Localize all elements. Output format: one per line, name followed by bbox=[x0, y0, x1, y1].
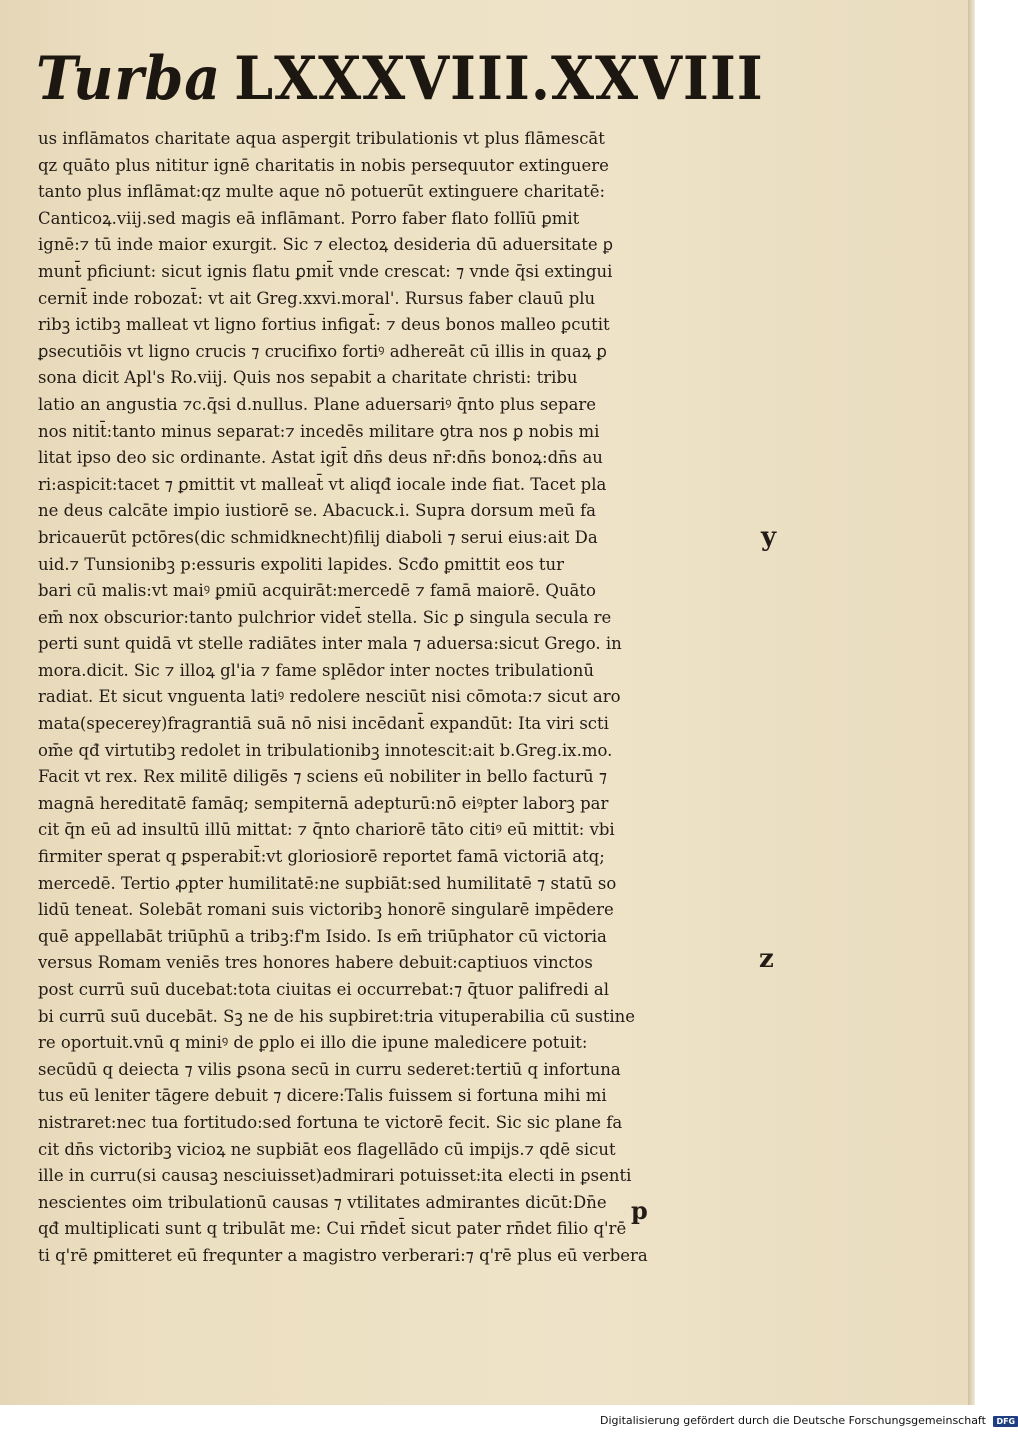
text-line: Canticoꝝ.viij.sed magis eā inflāmant. Porro faber flato follīū ꝑmit bbox=[38, 208, 580, 228]
text-block bbox=[38, 126, 773, 1270]
text-line: secūdū q deiecta ⁊ vilis ꝑsona secū in curru sederet:tertiū q infortuna bbox=[38, 1059, 621, 1079]
text-line: mora.dicit. Sic ⁊ illoꝝ gl'ia ⁊ fame splēdor inter noctes tribulationū bbox=[38, 660, 594, 680]
text-line: sona dicit Apl's Ro.viij. Quis nos sepabit a charitate christi: tribu bbox=[38, 368, 578, 388]
text-line: munt̄ pficiunt: sicut ignis flatu ꝑmit̄ vnde crescat: ⁊ vnde q̄si extingui bbox=[38, 261, 613, 281]
text-line: nistraret:nec tua fortitudo:sed fortuna te victorē fecit. Sic sic plane fa bbox=[38, 1112, 623, 1132]
text-line: ribꝫ ictibꝫ malleat vt ligno fortius infigat̄: ⁊ deus bonos malleo ꝑcutit bbox=[38, 315, 610, 335]
text-line: re oportuit.vnū q miniꝰ de ꝑplo ei illo die ipune maledicere potuit: bbox=[38, 1033, 588, 1053]
text-line: latio an angustia ⁊c.q̄si d.nullus. Plane aduersariꝰ q̄nto plus separe bbox=[38, 394, 597, 414]
text-line: uid.⁊ Tunsionibꝫ p:essuris expoliti lapides. Scđo ꝑmittit eos tur bbox=[38, 554, 565, 574]
text-line: bari cū malis:vt maiꝰ ꝑmiū acquirāt:mercedē ⁊ famā maiorē. Quāto bbox=[38, 581, 596, 601]
text-line: lidū teneat. Solebāt romani suis victoribꝫ honorē singularē impēdere bbox=[38, 900, 614, 920]
running-head bbox=[36, 44, 764, 114]
text-line: tus eū leniter tāgere debuit ⁊ dicere:Talis fuissem si fortuna mihi mi bbox=[38, 1086, 607, 1106]
footer-credit: Digitalisierung gefördert durch die Deutsche Forschungsgemeinschaft bbox=[600, 1414, 986, 1427]
text-line: cit dn̄s victoribꝫ vicioꝝ ne supbiāt eos flagellādo cū impijs.⁊ qdē sicut bbox=[38, 1139, 616, 1159]
running-head-word: Turba bbox=[36, 44, 222, 114]
text-line: firmiter sperat q ꝑsperabit̄:vt gloriosiorē reportet famā victoriā atq; bbox=[38, 847, 605, 867]
text-line: em̄ nox obscurior:tanto pulchrior videt̄ stella. Sic ꝑ singula secula re bbox=[38, 607, 612, 627]
running-head-numerals: LXXXVIII.XXVIII bbox=[234, 44, 764, 114]
text-line: magnā hereditatē famāq; sempiternā adepturū:nō eiꝰpter laborꝫ par bbox=[38, 793, 609, 813]
marginal-signature-z: z bbox=[759, 944, 774, 974]
text-line: ti q'rē ꝑmitteret eū frequnter a magistro verberari:⁊ q'rē plus eū verbera bbox=[38, 1245, 648, 1265]
text-line: nos nitit̄:tanto minus separat:⁊ incedēs militare ꝯtra nos ꝑ nobis mi bbox=[38, 421, 600, 441]
text-line: ne deus calcāte impio iustiorē se. Abacuck.i. Supra dorsum meū fa bbox=[38, 501, 597, 521]
text-line: ꝑsecutiōis vt ligno crucis ⁊ crucifixo fortiꝰ adhereāt cū illis in quaꝝ ꝑ bbox=[38, 341, 607, 361]
text-line: us inflāmatos charitate aqua aspergit tribulationis vt plus flāmescāt bbox=[38, 129, 605, 148]
text-line: qz quāto plus nititur ignē charitatis in nobis persequutor extinguere bbox=[38, 155, 609, 175]
text-line: perti sunt quidā vt stelle radiātes inter mala ⁊ aduersa:sicut Grego. in bbox=[38, 634, 622, 654]
page-edge bbox=[968, 0, 975, 1405]
text-line: radiat. Et sicut vnguenta latiꝰ redolere nesciūt nisi cōmota:⁊ sicut aro bbox=[38, 687, 621, 707]
text-line: versus Romam veniēs tres honores habere debuit:captiuos vinctos bbox=[38, 953, 593, 973]
text-line: ille in curru(si causaꝫ nesciuisset)admirari potuisset:ita electi in ꝑsenti bbox=[38, 1166, 632, 1186]
text-line: cernit̄ inde robozat̄: vt ait Greg.xxvi.moral'. Rursus faber clauū plu bbox=[38, 288, 596, 308]
text-line: litat ipso deo sic ordinante. Astat igit̄ dn̄s deus nr̄:dn̄s bonoꝝ:dn̄s au bbox=[38, 448, 603, 468]
text-line: tanto plus inflāmat:qz multe aque nō potuerūt extinguere charitatē: bbox=[38, 182, 606, 202]
text-line: ignē:⁊ tū inde maior exurgit. Sic ⁊ electoꝝ desideria dū aduersitate ꝑ bbox=[38, 235, 614, 255]
text-line: ri:aspicit:tacet ⁊ ꝑmittit vt malleat̄ vt aliqđ iocale inde fiat. Tacet pla bbox=[38, 474, 607, 494]
text-line: bi currū suū ducebāt. Sꝫ ne de his supbiret:tria vituperabilia cū sustine bbox=[38, 1006, 635, 1026]
quire-signature: p bbox=[631, 1196, 648, 1225]
text-line: cit q̄n eū ad insultū illū mittat: ⁊ q̄nto chariorē tāto citiꝰ eū mittit: vbi bbox=[38, 820, 615, 840]
text-line: qđ multiplicati sunt q tribulāt me: Cui rn̄det̄ sicut pater rn̄det filio q'rē bbox=[38, 1219, 627, 1239]
text-line: bricauerūt pctōres(dic schmidknecht)filij diaboli ⁊ serui eius:ait Da bbox=[38, 527, 598, 547]
text-line: post currū suū ducebat:tota ciuitas ei occurrebat:⁊ q̄tuor palifredi al bbox=[38, 980, 610, 999]
text-line: nescientes oim tribulationū causas ⁊ vtilitates admirantes dicūt:Dn̄e bbox=[38, 1192, 607, 1212]
dfg-logo: DFG bbox=[993, 1416, 1018, 1427]
marginal-signature-y: y bbox=[761, 522, 777, 552]
text-line: om̄e qđ virtutibꝫ redolet in tribulationibꝫ innotescit:ait b.Greg.ix.mo. bbox=[38, 740, 613, 760]
text-line: mercedē. Tertio ꝓpter humilitatē:ne supbiāt:sed humilitatē ⁊ statū so bbox=[38, 873, 617, 893]
text-line: quē appellabāt triūphū a tribꝫ:f'm Isido. Is em̄ triūphator cū victoria bbox=[38, 926, 607, 946]
text-line: mata(specerey)fragrantiā suā nō nisi incēdant̄ expandūt: Ita viri scti bbox=[38, 714, 609, 734]
text-line: Facit vt rex. Rex militē diligēs ⁊ sciens eū nobiliter in bello facturū ⁊ bbox=[38, 767, 608, 787]
digitization-footer bbox=[600, 1414, 1018, 1427]
